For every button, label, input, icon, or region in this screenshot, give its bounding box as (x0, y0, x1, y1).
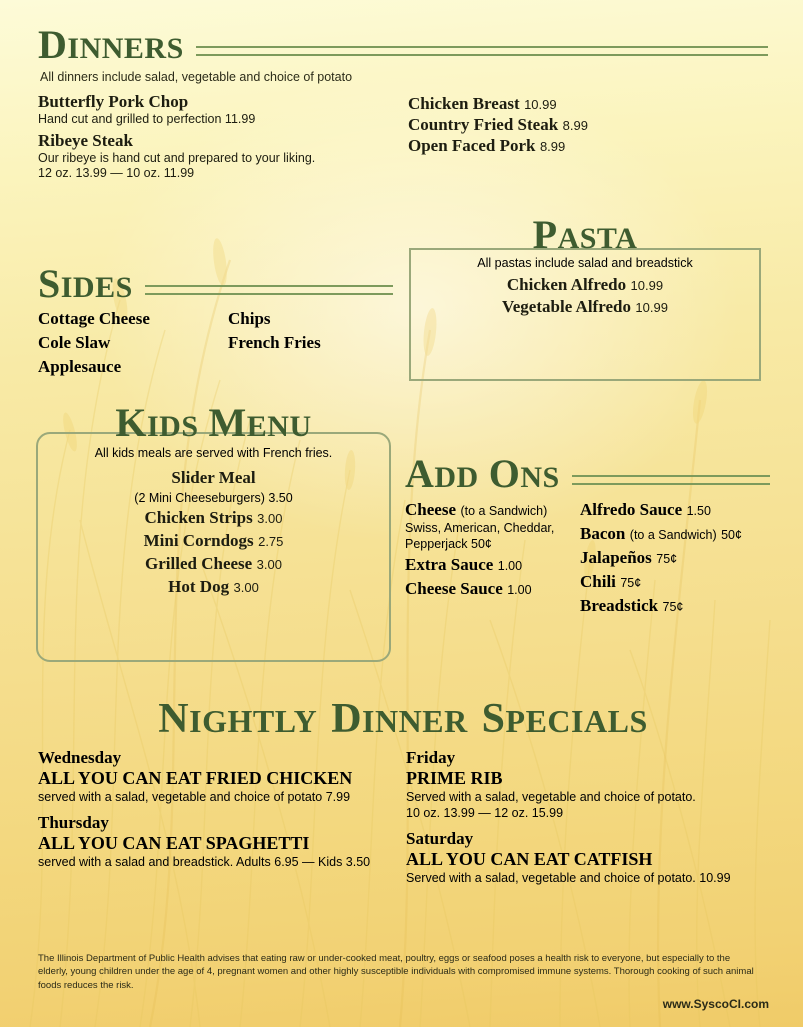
special-entry (38, 813, 406, 870)
special-day: Wednesday (38, 747, 122, 767)
special-detail: Served with a salad, vegetable and choice of potato. (406, 789, 696, 804)
item-name: Chicken Breast (408, 94, 520, 113)
add-ons-title-rest-2: NS (520, 461, 560, 494)
item-price: 1.00 (507, 583, 532, 598)
dinners-title (38, 22, 184, 67)
menu-item (411, 275, 759, 295)
kids-title (115, 400, 312, 445)
item-name: Bacon (580, 524, 626, 543)
item-price: 75¢ (620, 576, 642, 590)
item-note: (to a Sandwich) (460, 504, 548, 518)
nightly-specials-section (38, 696, 768, 886)
dinners-left-column (38, 92, 408, 185)
side-item: Cole Slaw (38, 333, 111, 352)
item-price: 50¢ (721, 528, 742, 542)
menu-item (405, 554, 580, 576)
item-name: Extra Sauce (405, 555, 494, 575)
specials-right-column (406, 748, 766, 886)
menu-item (38, 92, 408, 128)
item-name: Hot Dog (168, 577, 230, 596)
menu-item (38, 531, 389, 551)
item-name: Grilled Cheese (145, 554, 253, 573)
item-price: 75¢ (662, 600, 684, 614)
add-ons-title (405, 451, 560, 496)
item-price: 75¢ (656, 552, 678, 566)
sides-section (38, 261, 393, 381)
side-item: Cottage Cheese (38, 309, 150, 328)
item-price: 3.00 (257, 511, 283, 526)
specials-heading (38, 696, 768, 742)
item-note: (to a Sandwich) (629, 528, 717, 542)
special-entry (406, 748, 766, 821)
pasta-section (409, 212, 761, 381)
item-name: Breadstick (580, 596, 659, 615)
add-ons-heading (405, 451, 770, 496)
specials-title-initial-3: S (481, 696, 506, 742)
item-name: Mini Corndogs (143, 531, 254, 550)
side-item: French Fries (228, 333, 321, 352)
menu-item (411, 297, 759, 317)
item-name: Chicken Strips (144, 508, 253, 527)
special-entry (38, 748, 406, 805)
item-name: Alfredo Sauce (580, 500, 683, 519)
special-day: Thursday (38, 812, 109, 832)
dinners-heading (38, 22, 768, 67)
dinners-title-initial: D (38, 22, 68, 67)
menu-item (38, 554, 389, 574)
kids-heading (38, 400, 389, 445)
sides-heading (38, 261, 393, 306)
dinners-title-rest: INNERS (67, 32, 184, 65)
sides-rule (145, 285, 393, 295)
footer (38, 952, 769, 1011)
specials-title-initial-1: N (158, 696, 190, 742)
health-disclaimer: The Illinois Department of Public Health advises that eating raw or under-cooked meat, poultry, eggs or seafood poses a health risk to everyone, but especially to the elderly, young children under the age of 4, pregnant women and other highly susceptible individuals with compromised immune systems. Thorough cooking of such animal foods reduces the risk. (38, 952, 754, 992)
special-detail: served with a salad, vegetable and choice of potato 7.99 (38, 789, 351, 804)
item-name: Open Faced Pork (408, 136, 536, 155)
item-name: Butterfly Pork Chop (38, 92, 189, 111)
menu-item (38, 131, 408, 182)
add-ons-title-initial-1: A (405, 451, 435, 496)
kids-title-rest-1: IDS (146, 410, 199, 443)
item-price: 10.99 (630, 278, 664, 293)
pasta-heading (411, 212, 759, 257)
item-price: 10.99 (635, 300, 668, 315)
item-name: Country Fried Steak (408, 115, 559, 134)
website-url[interactable]: www.SyscoCI.com (662, 997, 769, 1011)
add-ons-title-rest-1: DD (434, 461, 479, 494)
kids-menu-section (36, 400, 391, 662)
special-entry (406, 829, 766, 886)
special-day: Saturday (406, 829, 474, 849)
special-day: Friday (406, 747, 456, 767)
item-description: Hand cut and grilled to perfection 11.99 (38, 112, 256, 126)
specials-title-rest-3: PECIALS (505, 703, 648, 739)
add-ons-column-2 (580, 499, 770, 619)
item-name: Ribeye Steak (38, 130, 133, 150)
menu-item (405, 578, 580, 600)
special-detail: served with a salad and breadstick. Adults 6.95 — Kids 3.50 (38, 854, 371, 869)
item-description-2: 12 oz. 13.99 — 10 oz. 11.99 (38, 166, 195, 181)
sides-column-1 (38, 309, 228, 381)
menu-item (38, 508, 389, 528)
special-detail-2: 10 oz. 13.99 — 12 oz. 15.99 (406, 805, 564, 820)
dinners-right-column (408, 92, 758, 185)
item-description: (2 Mini Cheeseburgers) 3.50 (134, 491, 293, 505)
kids-title-initial-1: K (115, 400, 147, 445)
sides-title (38, 261, 133, 306)
item-price: 1.50 (686, 504, 711, 518)
item-price: 3.00 (233, 580, 259, 595)
menu-item (38, 468, 389, 488)
item-name: Cheese (405, 500, 456, 519)
kids-note: All kids meals are served with French fries. (94, 446, 333, 460)
pasta-title-initial: P (532, 212, 558, 257)
menu-item (580, 547, 770, 569)
add-ons-title-initial-2: O (488, 451, 521, 496)
add-ons-section (405, 451, 770, 619)
item-name: Slider Meal (171, 468, 256, 487)
dinners-note: All dinners include salad, vegetable and choice of potato (40, 70, 353, 84)
dinners-section (38, 22, 768, 185)
special-deal: ALL YOU CAN EAT CATFISH (406, 849, 653, 870)
special-deal: PRIME RIB (406, 767, 503, 788)
item-description: Our ribeye is hand cut and prepared to your liking. (38, 150, 316, 165)
item-name: Vegetable Alfredo (502, 297, 631, 316)
specials-title-rest-2: INNER (362, 703, 468, 739)
item-price: 10.99 (524, 97, 557, 112)
pasta-title (523, 212, 648, 257)
item-price: 1.00 (497, 559, 523, 574)
pasta-note: All pastas include salad and breadstick (477, 256, 693, 270)
add-ons-column-1 (405, 499, 580, 619)
item-price: 8.99 (562, 118, 588, 133)
side-item: Applesauce (38, 357, 122, 376)
menu-item (580, 523, 770, 545)
side-item: Chips (228, 309, 271, 328)
special-deal: ALL YOU CAN EAT FRIED CHICKEN (38, 767, 353, 788)
item-description: Swiss, American, Cheddar, Pepperjack 50¢ (405, 521, 555, 551)
menu-item (580, 595, 770, 617)
add-ons-rule (572, 475, 770, 485)
menu-item (408, 136, 758, 156)
specials-left-column (38, 748, 406, 886)
menu-item (408, 94, 758, 114)
pasta-title-rest: ASTA (557, 222, 638, 255)
menu-item (580, 571, 770, 593)
menu-item (408, 115, 758, 135)
item-price: 2.75 (258, 534, 284, 549)
specials-title-rest-1: IGHTLY (189, 703, 318, 739)
sides-title-rest: IDES (60, 271, 133, 304)
dinners-rule (196, 46, 768, 56)
item-name: Chicken Alfredo (506, 275, 627, 294)
menu-item (405, 499, 580, 552)
sides-title-initial: S (38, 261, 61, 306)
kids-title-rest-2: ENU (246, 410, 312, 443)
sides-column-2 (228, 309, 388, 381)
item-name: Cheese Sauce (405, 579, 503, 599)
item-name: Jalapeños (580, 548, 652, 567)
menu-item (580, 499, 770, 521)
special-deal: ALL YOU CAN EAT SPAGHETTI (38, 832, 310, 853)
menu-item (38, 577, 389, 597)
item-name: Chili (580, 572, 616, 591)
item-price: 3.00 (256, 557, 282, 572)
special-detail: Served with a salad, vegetable and choice of potato. 10.99 (406, 870, 731, 885)
kids-title-initial-2: M (208, 400, 247, 445)
item-price: 8.99 (539, 139, 566, 154)
specials-title-initial-2: D (331, 696, 363, 742)
